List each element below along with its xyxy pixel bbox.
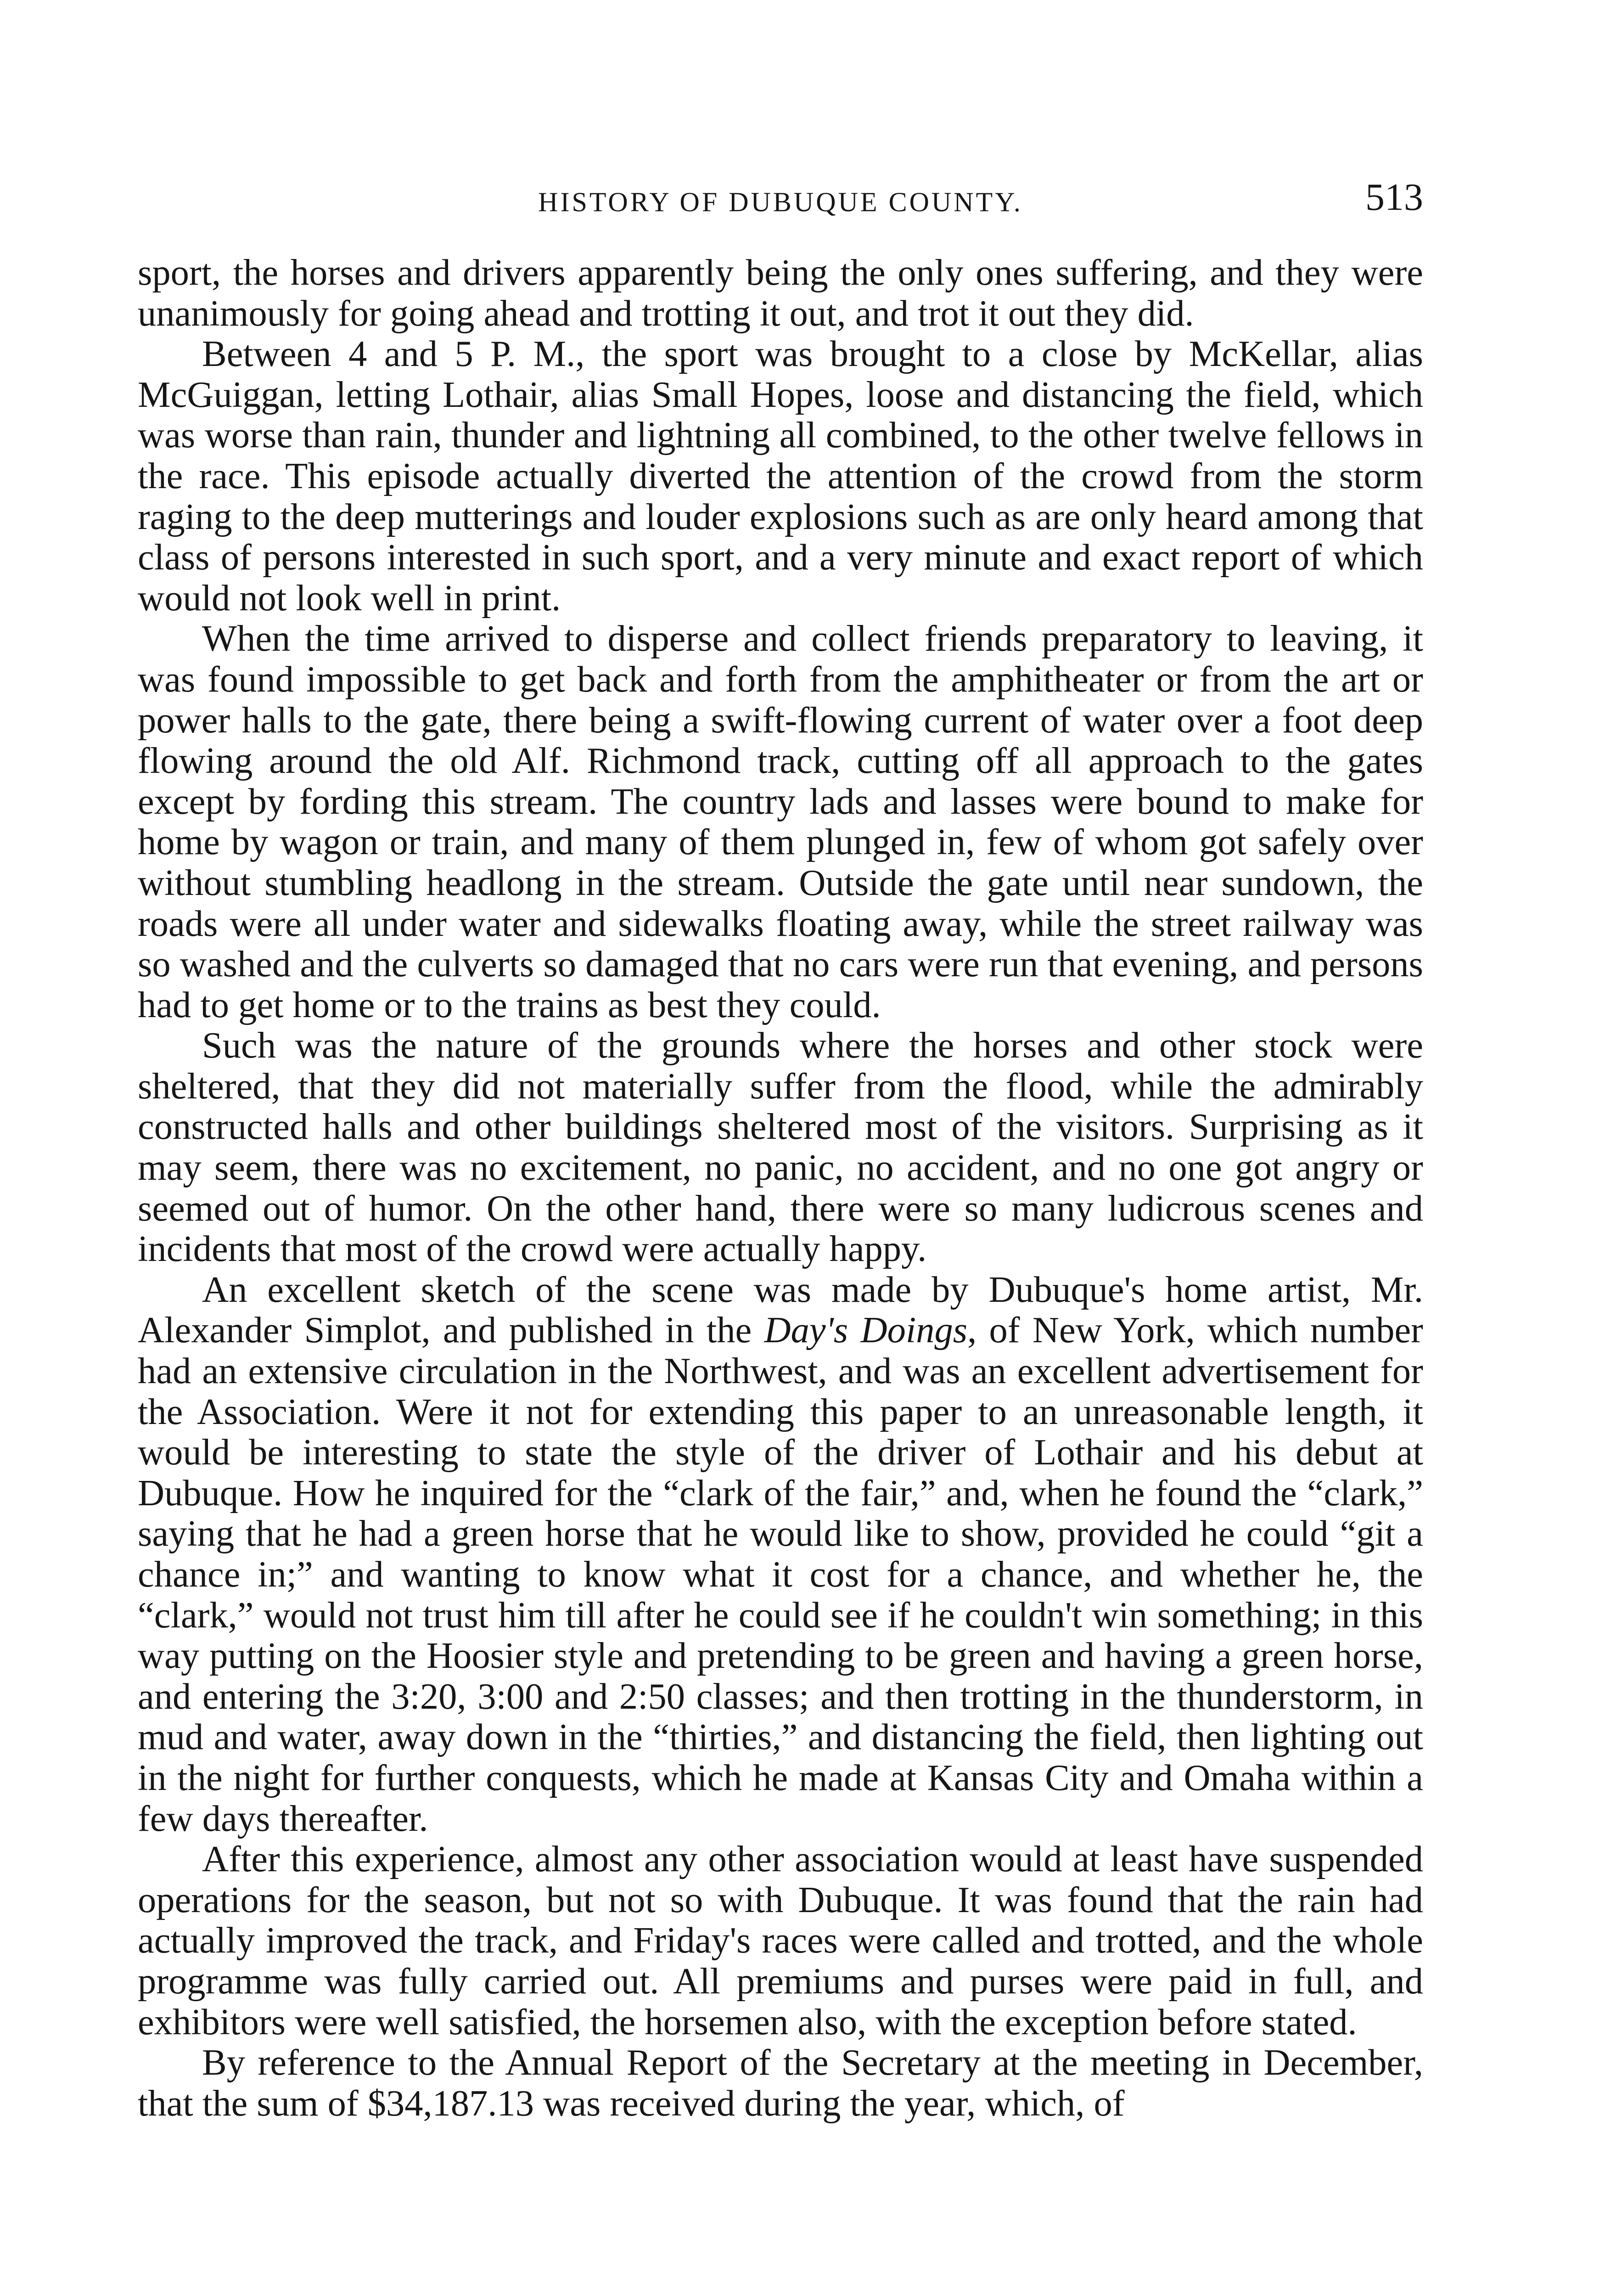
paragraph-race-close: Between 4 and 5 P. M., the sport was brought to a close by McKellar, alias McGuiggan, letting Lothair, alias Small Hopes, loose and distancing the field, which was worse than rain, thunder and lightning all combined, to the other twelve fellows in the race. This episode actually diverted the attention of the crowd from the storm raging to the deep mutterings and louder explosions such as are only heard among that class of persons interested in such sport, and a very minute and exact report of which would not look well in print.	[138, 333, 1423, 619]
publication-title: Day's Doings	[764, 1310, 968, 1351]
book-page	[138, 174, 1423, 2124]
paragraph-flood: When the time arrived to disperse and collect friends preparatory to leaving, it was found impossible to get back and forth from the amphitheater or from the art or power halls to the gate, there being a swift-flowing current of water over a foot deep flowing around the old Alf. Richmond track, cutting off all approach to the gates except by fording this stream. The country lads and lasses were bound to make for home by wagon or train, and many of them plunged in, few of whom got safely over without stumbling headlong in the stream. Outside the gate until near sundown, the roads were all under water and sidewalks floating away, while the street railway was so washed and the culverts so damaged that no cars were run that evening, and persons had to get home or to the trains as best they could.	[138, 618, 1423, 1025]
paragraph-annual-report: By reference to the Annual Report of the Secretary at the meeting in December, that the sum of $34,187.13 was received during the year, which, of	[138, 2042, 1423, 2124]
running-title: HISTORY OF DUBUQUE COUNTY.	[538, 187, 1023, 217]
body-text	[138, 253, 1423, 2124]
sketch-text-a: An excellent sketch of the scene was made by Dubuque's home artist, Mr. Alexander Simplot, and published in the	[138, 1269, 1423, 1351]
paragraph-aftermath: After this experience, almost any other association would at least have suspended operations for the season, but not so with Dubuque. It was found that the rain had actually improved the track, and Friday's races were called and trotted, and the whole programme was fully carried out. All premiums and purses were paid in full, and exhibitors were well satisfied, the horsemen also, with the exception before stated.	[138, 1839, 1423, 2043]
page-number: 513	[1365, 176, 1423, 219]
running-head	[138, 174, 1423, 225]
sketch-text-b: , of New York, which number had an extensive circulation in the Northwest, and was an excellent advertisement for the Association. Were it not for extending this paper to an unreasonable length, it would be interesting to state the style of the driver of Lothair and his debut at Dubuque. How he inquired for the “clark of the fair,” and, when he found the “clark,” saying that he had a green horse that he would like to show, provided he could “git a chance in;” and wanting to know what it cost for a chance, and whether he, the “clark,” would not trust him till after he could see if he couldn't win something; in this way putting on the Hoosier style and pretending to be green and having a green horse, and entering the 3:20, 3:00 and 2:50 classes; and then trotting in the thunderstorm, in mud and water, away down in the “thirties,” and distancing the field, then lighting out in the night for further conquests, which he made at Kansas City and Omaha within a few days thereafter.	[138, 1310, 1423, 1839]
paragraph-continued: sport, the horses and drivers apparently being the only ones suffering, and they were unanimously for going ahead and trotting it out, and trot it out they did.	[138, 252, 1423, 334]
paragraph-grounds: Such was the nature of the grounds where the horses and other stock were sheltered, that they did not materially suffer from the flood, while the admirably constructed halls and other buildings sheltered most of the visitors. Surprising as it may seem, there was no excitement, no panic, no accident, and no one got angry or seemed out of humor. On the other hand, there were so many ludicrous scenes and incidents that most of the crowd were actually happy.	[138, 1025, 1423, 1270]
paragraph-sketch	[138, 1270, 1423, 1839]
